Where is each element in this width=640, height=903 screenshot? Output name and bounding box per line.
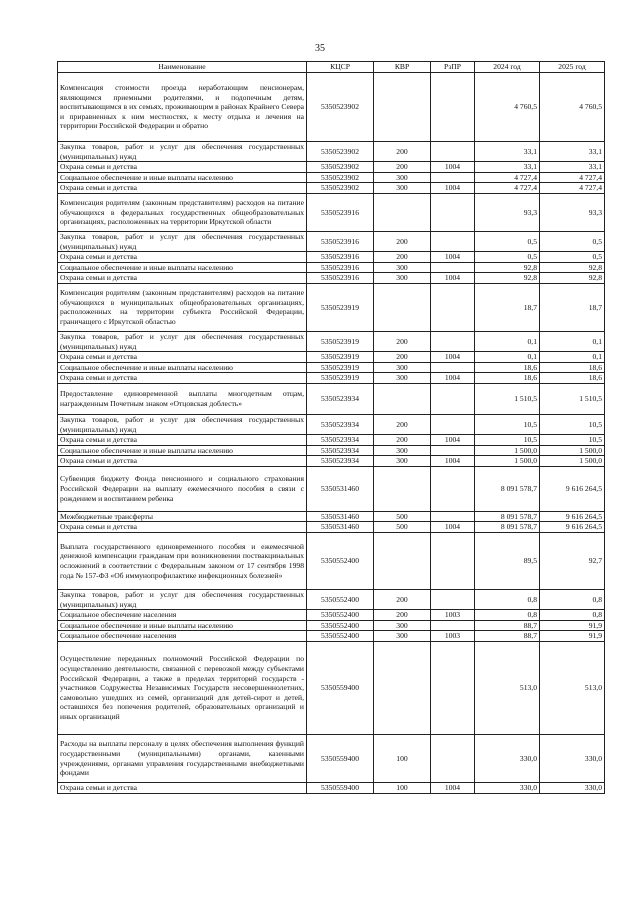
cell-2024: 10,5	[475, 435, 540, 446]
cell-kvr	[374, 533, 431, 590]
table-row	[58, 383, 605, 414]
cell-2025: 10,5	[540, 435, 605, 446]
cell-2024: 88,7	[475, 620, 540, 631]
cell-kcsr: 5350523919	[307, 373, 374, 384]
cell-rzpr: 1003	[431, 610, 475, 621]
cell-name: Выплата государственного единовременного пособия и ежемесячной денежной компенсации гражданам при возникновении поствакцинальных осложнений в соответствии с Федеральным законом от 17 сентября 1998 года № 157-ФЗ «Об иммунопрофилактике инфекционных болезней»	[58, 533, 307, 590]
cell-name: Охрана семьи и детства	[58, 373, 307, 384]
cell-2025: 92,7	[540, 533, 605, 590]
cell-2025: 1 510,5	[540, 383, 605, 414]
cell-2025: 0,1	[540, 331, 605, 351]
cell-kvr: 200	[374, 414, 431, 434]
cell-2025: 0,5	[540, 252, 605, 263]
cell-rzpr	[431, 445, 475, 456]
cell-2025: 4 727,4	[540, 172, 605, 183]
cell-kcsr: 5350523934	[307, 435, 374, 446]
cell-2024: 18,6	[475, 362, 540, 373]
cell-rzpr: 1004	[431, 522, 475, 533]
cell-2024: 0,8	[475, 610, 540, 621]
table-row	[58, 352, 605, 363]
table-row	[58, 262, 605, 273]
cell-2025: 0,5	[540, 231, 605, 251]
cell-rzpr: 1004	[431, 456, 475, 467]
cell-kcsr: 5350523919	[307, 362, 374, 373]
cell-rzpr: 1004	[431, 373, 475, 384]
cell-2025: 4 727,4	[540, 183, 605, 194]
table-row	[58, 142, 605, 162]
cell-name: Охрана семьи и детства	[58, 162, 307, 173]
table-row	[58, 283, 605, 331]
cell-rzpr	[431, 331, 475, 351]
header-rzpr: РзПР	[431, 62, 475, 73]
cell-2025: 9 616 264,5	[540, 511, 605, 522]
cell-rzpr	[431, 362, 475, 373]
cell-rzpr	[431, 590, 475, 610]
cell-kcsr: 5350523916	[307, 252, 374, 263]
cell-name: Социальное обеспечение населения	[58, 610, 307, 621]
cell-kvr: 200	[374, 610, 431, 621]
cell-kvr: 100	[374, 783, 431, 794]
cell-kvr	[374, 283, 431, 331]
cell-kvr	[374, 73, 431, 142]
cell-2025: 1 500,0	[540, 456, 605, 467]
cell-2024: 0,8	[475, 590, 540, 610]
cell-2025: 1 500,0	[540, 445, 605, 456]
cell-name: Охрана семьи и детства	[58, 252, 307, 263]
cell-2024: 1 500,0	[475, 456, 540, 467]
table-row	[58, 331, 605, 351]
cell-kcsr: 5350523902	[307, 73, 374, 142]
table-row	[58, 456, 605, 467]
cell-2025: 4 760,5	[540, 73, 605, 142]
budget-table	[57, 61, 605, 794]
cell-rzpr	[431, 231, 475, 251]
cell-2024: 8 091 578,7	[475, 466, 540, 511]
cell-rzpr	[431, 142, 475, 162]
cell-2025: 0,1	[540, 352, 605, 363]
cell-kvr: 300	[374, 172, 431, 183]
cell-2024: 33,1	[475, 162, 540, 173]
cell-2024: 10,5	[475, 414, 540, 434]
cell-kvr	[374, 466, 431, 511]
cell-kcsr: 5350523902	[307, 162, 374, 173]
cell-kcsr: 5350523934	[307, 414, 374, 434]
cell-kvr: 100	[374, 735, 431, 783]
cell-kvr: 500	[374, 522, 431, 533]
cell-rzpr	[431, 620, 475, 631]
cell-2024: 1 500,0	[475, 445, 540, 456]
cell-2024: 0,5	[475, 252, 540, 263]
cell-2024: 93,3	[475, 193, 540, 231]
cell-2025: 91,9	[540, 631, 605, 642]
table-row	[58, 414, 605, 434]
cell-2024: 33,1	[475, 142, 540, 162]
cell-kvr: 200	[374, 435, 431, 446]
cell-rzpr	[431, 172, 475, 183]
cell-2024: 89,5	[475, 533, 540, 590]
cell-kcsr: 5350559400	[307, 735, 374, 783]
cell-kcsr: 5350523916	[307, 193, 374, 231]
header-kcsr: КЦСР	[307, 62, 374, 73]
table-row	[58, 610, 605, 621]
cell-kcsr: 5350523934	[307, 383, 374, 414]
cell-kvr: 200	[374, 162, 431, 173]
cell-2024: 8 091 578,7	[475, 511, 540, 522]
cell-rzpr	[431, 73, 475, 142]
cell-rzpr	[431, 533, 475, 590]
cell-name: Социальное обеспечение и иные выплаты населению	[58, 262, 307, 273]
cell-kvr: 300	[374, 183, 431, 194]
cell-kvr: 300	[374, 362, 431, 373]
cell-name: Осуществление переданных полномочий Российской Федерации по осуществлению деятельности, связанной с перевозкой между субъектами Российской Федерации, а также в пределах территорий государств - участников Содружества Независимых Государств несовершеннолетних, самовольно ушедших из семей, организаций для детей-сирот и детей, оставшихся без попечения родителей, образовательных организаций и иных организаций	[58, 642, 307, 735]
cell-2024: 4 727,4	[475, 172, 540, 183]
cell-kvr: 200	[374, 231, 431, 251]
cell-kvr	[374, 193, 431, 231]
cell-name: Охрана семьи и детства	[58, 456, 307, 467]
cell-name: Компенсация родителям (законным представителям) расходов на питание обучающихся в муниципальных общеобразовательных организациях, расположенных на территории субъекта Российской Федерации, граничащего с Иркутской областью	[58, 283, 307, 331]
cell-rzpr	[431, 383, 475, 414]
table-row	[58, 183, 605, 194]
cell-2024: 0,5	[475, 231, 540, 251]
table-row	[58, 172, 605, 183]
cell-kvr	[374, 642, 431, 735]
cell-kvr: 300	[374, 445, 431, 456]
cell-name: Закупка товаров, работ и услуг для обеспечения государственных (муниципальных) нужд	[58, 142, 307, 162]
cell-2024: 0,1	[475, 331, 540, 351]
header-kvr: КВР	[374, 62, 431, 73]
cell-kcsr: 5350552400	[307, 590, 374, 610]
cell-rzpr	[431, 193, 475, 231]
cell-2025: 91,9	[540, 620, 605, 631]
cell-kcsr: 5350559400	[307, 642, 374, 735]
cell-2025: 33,1	[540, 142, 605, 162]
cell-kvr: 200	[374, 352, 431, 363]
table-row	[58, 231, 605, 251]
cell-name: Социальное обеспечение и иные выплаты населению	[58, 620, 307, 631]
cell-kcsr: 5350523916	[307, 273, 374, 284]
cell-kcsr: 5350552400	[307, 620, 374, 631]
table-row	[58, 466, 605, 511]
cell-rzpr: 1003	[431, 631, 475, 642]
cell-2025: 330,0	[540, 735, 605, 783]
cell-name: Охрана семьи и детства	[58, 352, 307, 363]
cell-rzpr	[431, 262, 475, 273]
cell-2024: 92,8	[475, 262, 540, 273]
cell-rzpr	[431, 414, 475, 434]
cell-2024: 330,0	[475, 735, 540, 783]
cell-kcsr: 5350523919	[307, 331, 374, 351]
cell-kvr: 300	[374, 631, 431, 642]
cell-2025: 33,1	[540, 162, 605, 173]
header-2024: 2024 год	[475, 62, 540, 73]
cell-kcsr: 5350552400	[307, 610, 374, 621]
cell-rzpr	[431, 642, 475, 735]
cell-rzpr	[431, 283, 475, 331]
page-number: 35	[315, 43, 325, 54]
cell-2024: 92,8	[475, 273, 540, 284]
cell-kvr: 200	[374, 252, 431, 263]
cell-kcsr: 5350531460	[307, 511, 374, 522]
cell-name: Межбюджетные трансферты	[58, 511, 307, 522]
cell-kcsr: 5350523902	[307, 142, 374, 162]
cell-name: Закупка товаров, работ и услуг для обеспечения государственных (муниципальных) нужд	[58, 414, 307, 434]
cell-2024: 4 727,4	[475, 183, 540, 194]
cell-kcsr: 5350523919	[307, 352, 374, 363]
cell-name: Закупка товаров, работ и услуг для обеспечения государственных (муниципальных) нужд	[58, 231, 307, 251]
header-2025: 2025 год	[540, 62, 605, 73]
cell-2025: 18,6	[540, 373, 605, 384]
cell-rzpr: 1004	[431, 252, 475, 263]
cell-2025: 93,3	[540, 193, 605, 231]
table-row	[58, 511, 605, 522]
cell-2024: 330,0	[475, 783, 540, 794]
cell-name: Социальное обеспечение и иные выплаты населению	[58, 172, 307, 183]
table-row	[58, 362, 605, 373]
cell-kvr: 200	[374, 590, 431, 610]
cell-kcsr: 5350523934	[307, 456, 374, 467]
table-row	[58, 193, 605, 231]
cell-rzpr: 1004	[431, 183, 475, 194]
cell-2025: 92,8	[540, 262, 605, 273]
table-row	[58, 533, 605, 590]
cell-rzpr	[431, 466, 475, 511]
cell-2024: 513,0	[475, 642, 540, 735]
cell-kcsr: 5350523916	[307, 262, 374, 273]
cell-2024: 8 091 578,7	[475, 522, 540, 533]
cell-2025: 0,8	[540, 610, 605, 621]
cell-rzpr: 1004	[431, 783, 475, 794]
cell-2024: 1 510,5	[475, 383, 540, 414]
cell-kcsr: 5350523902	[307, 172, 374, 183]
cell-kvr: 300	[374, 262, 431, 273]
cell-name: Предоставление единовременной выплаты многодетным отцам, награжденным Почетным знаком «Отцовская доблесть»	[58, 383, 307, 414]
cell-kcsr: 5350523919	[307, 283, 374, 331]
table-row	[58, 252, 605, 263]
cell-kcsr: 5350531460	[307, 522, 374, 533]
cell-kcsr: 5350552400	[307, 631, 374, 642]
cell-2024: 18,7	[475, 283, 540, 331]
table-row	[58, 642, 605, 735]
cell-name: Компенсация родителям (законным представителям) расходов на питание обучающихся в федеральных государственных общеобразовательных организациях, расположенных на территории Иркутской области	[58, 193, 307, 231]
table-row	[58, 783, 605, 794]
cell-kcsr: 5350523916	[307, 231, 374, 251]
cell-2025: 18,7	[540, 283, 605, 331]
cell-kcsr: 5350559400	[307, 783, 374, 794]
cell-name: Субвенция бюджету Фонда пенсионного и социального страхования Российской Федерации на выплату ежемесячного пособия в связи с рождением и воспитанием ребенка	[58, 466, 307, 511]
table-row	[58, 435, 605, 446]
cell-2025: 513,0	[540, 642, 605, 735]
cell-2025: 18,6	[540, 362, 605, 373]
table-row	[58, 162, 605, 173]
cell-kvr: 300	[374, 373, 431, 384]
cell-kcsr: 5350552400	[307, 533, 374, 590]
table-row	[58, 631, 605, 642]
cell-name: Социальное обеспечение и иные выплаты населению	[58, 362, 307, 373]
cell-kcsr: 5350531460	[307, 466, 374, 511]
table-row	[58, 73, 605, 142]
cell-name: Закупка товаров, работ и услуг для обеспечения государственных (муниципальных) нужд	[58, 331, 307, 351]
cell-2025: 9 616 264,5	[540, 522, 605, 533]
cell-kcsr: 5350523902	[307, 183, 374, 194]
cell-kvr: 300	[374, 273, 431, 284]
cell-name: Компенсация стоимости проезда неработающим пенсионерам, являющимся приемными родителями, и подопечным детям, воспитывающимся в их семьях, проживающим в районах Крайнего Севера и приравненных к ним местностях, к месту отдыха и лечения на территории Российской Федерации и обратно	[58, 73, 307, 142]
header-name: Наименование	[58, 62, 307, 73]
cell-kvr: 500	[374, 511, 431, 522]
table-row	[58, 590, 605, 610]
cell-name: Охрана семьи и детства	[58, 522, 307, 533]
cell-kvr: 300	[374, 620, 431, 631]
cell-2025: 9 616 264,5	[540, 466, 605, 511]
table-row	[58, 522, 605, 533]
cell-2025: 330,0	[540, 783, 605, 794]
cell-kcsr: 5350523934	[307, 445, 374, 456]
cell-kvr: 200	[374, 331, 431, 351]
cell-name: Охрана семьи и детства	[58, 783, 307, 794]
cell-kvr: 300	[374, 456, 431, 467]
table-header-row	[58, 62, 605, 73]
table-row	[58, 273, 605, 284]
cell-name: Охрана семьи и детства	[58, 273, 307, 284]
cell-kvr	[374, 383, 431, 414]
cell-rzpr: 1004	[431, 162, 475, 173]
cell-name: Социальное обеспечение населения	[58, 631, 307, 642]
cell-name: Расходы на выплаты персоналу в целях обеспечения выполнения функций государственными (муниципальными) органами, казенными учреждениями, органами управления государственными внебюджетными фондами	[58, 735, 307, 783]
cell-rzpr: 1004	[431, 352, 475, 363]
cell-2024: 4 760,5	[475, 73, 540, 142]
table-row	[58, 373, 605, 384]
cell-2025: 10,5	[540, 414, 605, 434]
cell-kvr: 200	[374, 142, 431, 162]
cell-2024: 0,1	[475, 352, 540, 363]
cell-rzpr	[431, 511, 475, 522]
cell-name: Закупка товаров, работ и услуг для обеспечения государственных (муниципальных) нужд	[58, 590, 307, 610]
cell-2025: 92,8	[540, 273, 605, 284]
cell-name: Охрана семьи и детства	[58, 435, 307, 446]
table-row	[58, 735, 605, 783]
cell-2024: 88,7	[475, 631, 540, 642]
table-row	[58, 620, 605, 631]
cell-2024: 18,6	[475, 373, 540, 384]
cell-name: Охрана семьи и детства	[58, 183, 307, 194]
cell-rzpr	[431, 735, 475, 783]
cell-name: Социальное обеспечение и иные выплаты населению	[58, 445, 307, 456]
cell-2025: 0,8	[540, 590, 605, 610]
cell-rzpr: 1004	[431, 273, 475, 284]
cell-rzpr: 1004	[431, 435, 475, 446]
table-body	[58, 73, 605, 794]
table-row	[58, 445, 605, 456]
